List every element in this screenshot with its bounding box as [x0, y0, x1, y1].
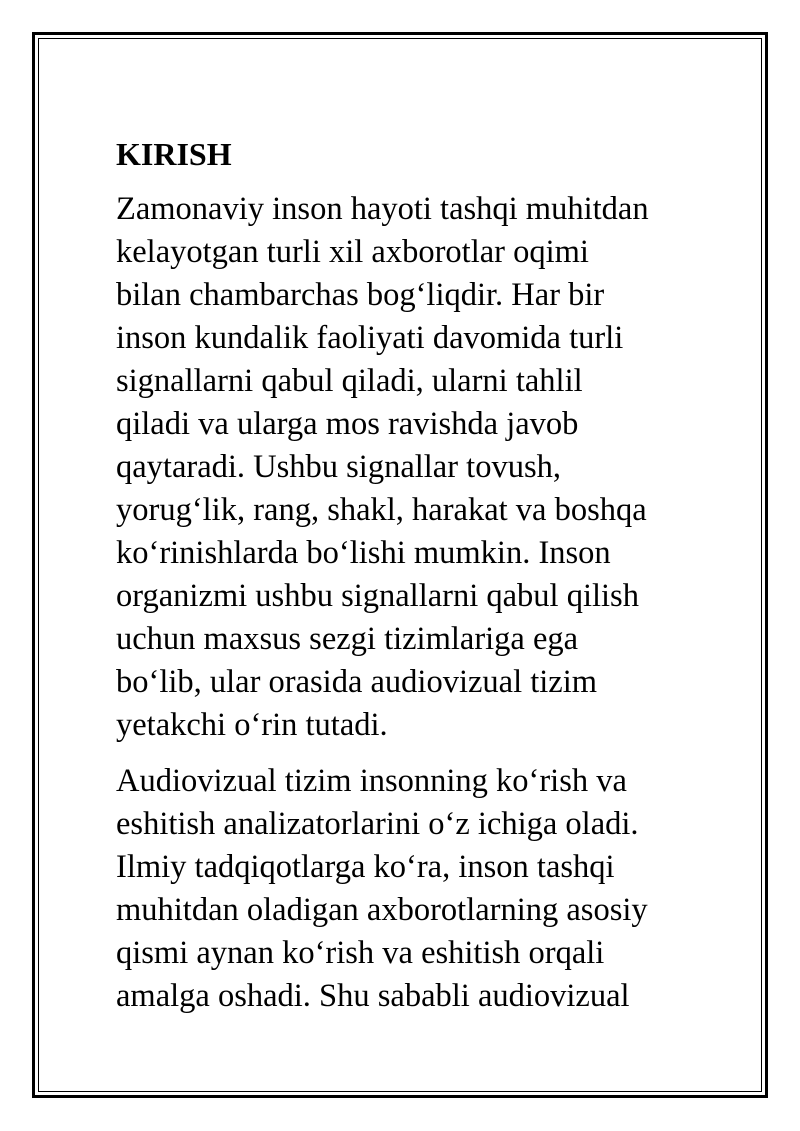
text-line: qismi aynan ko‘rish va eshitish orqali: [116, 935, 605, 971]
text-line: yetakchi o‘rin tutadi.: [116, 707, 388, 743]
text-line: eshitish analizatorlarini o‘z ichiga oladi.: [116, 806, 639, 842]
text-line: organizmi ushbu signallarni qabul qilish: [116, 578, 639, 614]
text-line: signallarni qabul qiladi, ularni tahlil: [116, 363, 583, 399]
text-line: bilan chambarchas bog‘liqdir. Har bir: [116, 277, 605, 313]
text-line: ko‘rinishlarda bo‘lishi mumkin. Inson: [116, 535, 611, 571]
text-line: kelayotgan turli xil axborotlar oqimi: [116, 234, 589, 270]
text-line: Audiovizual tizim insonning ko‘rish va: [116, 763, 627, 799]
text-line: muhitdan oladigan axborotlarning asosiy: [116, 892, 648, 928]
text-line: bo‘lib, ular orasida audiovizual tizim: [116, 664, 598, 700]
text-line: amalga oshadi. Shu sababli audiovizual: [116, 978, 630, 1014]
text-line: qiladi va ularga mos ravishda javob: [116, 406, 579, 442]
text-line: yorug‘lik, rang, shakl, harakat va boshqa: [116, 492, 647, 528]
document-body: [116, 132, 746, 1031]
paragraph-2: [116, 760, 746, 1018]
text-line: inson kundalik faoliyati davomida turli: [116, 320, 624, 356]
text-line: qaytaradi. Ushbu signallar tovush,: [116, 449, 561, 485]
paragraph-1: [116, 188, 746, 747]
text-line: Zamonaviy inson hayoti tashqi muhitdan: [116, 191, 649, 227]
text-line: uchun maxsus sezgi tizimlariga ega: [116, 621, 579, 657]
text-line: Ilmiy tadqiqotlarga ko‘ra, inson tashqi: [116, 849, 615, 885]
section-heading: KIRISH: [116, 136, 232, 172]
